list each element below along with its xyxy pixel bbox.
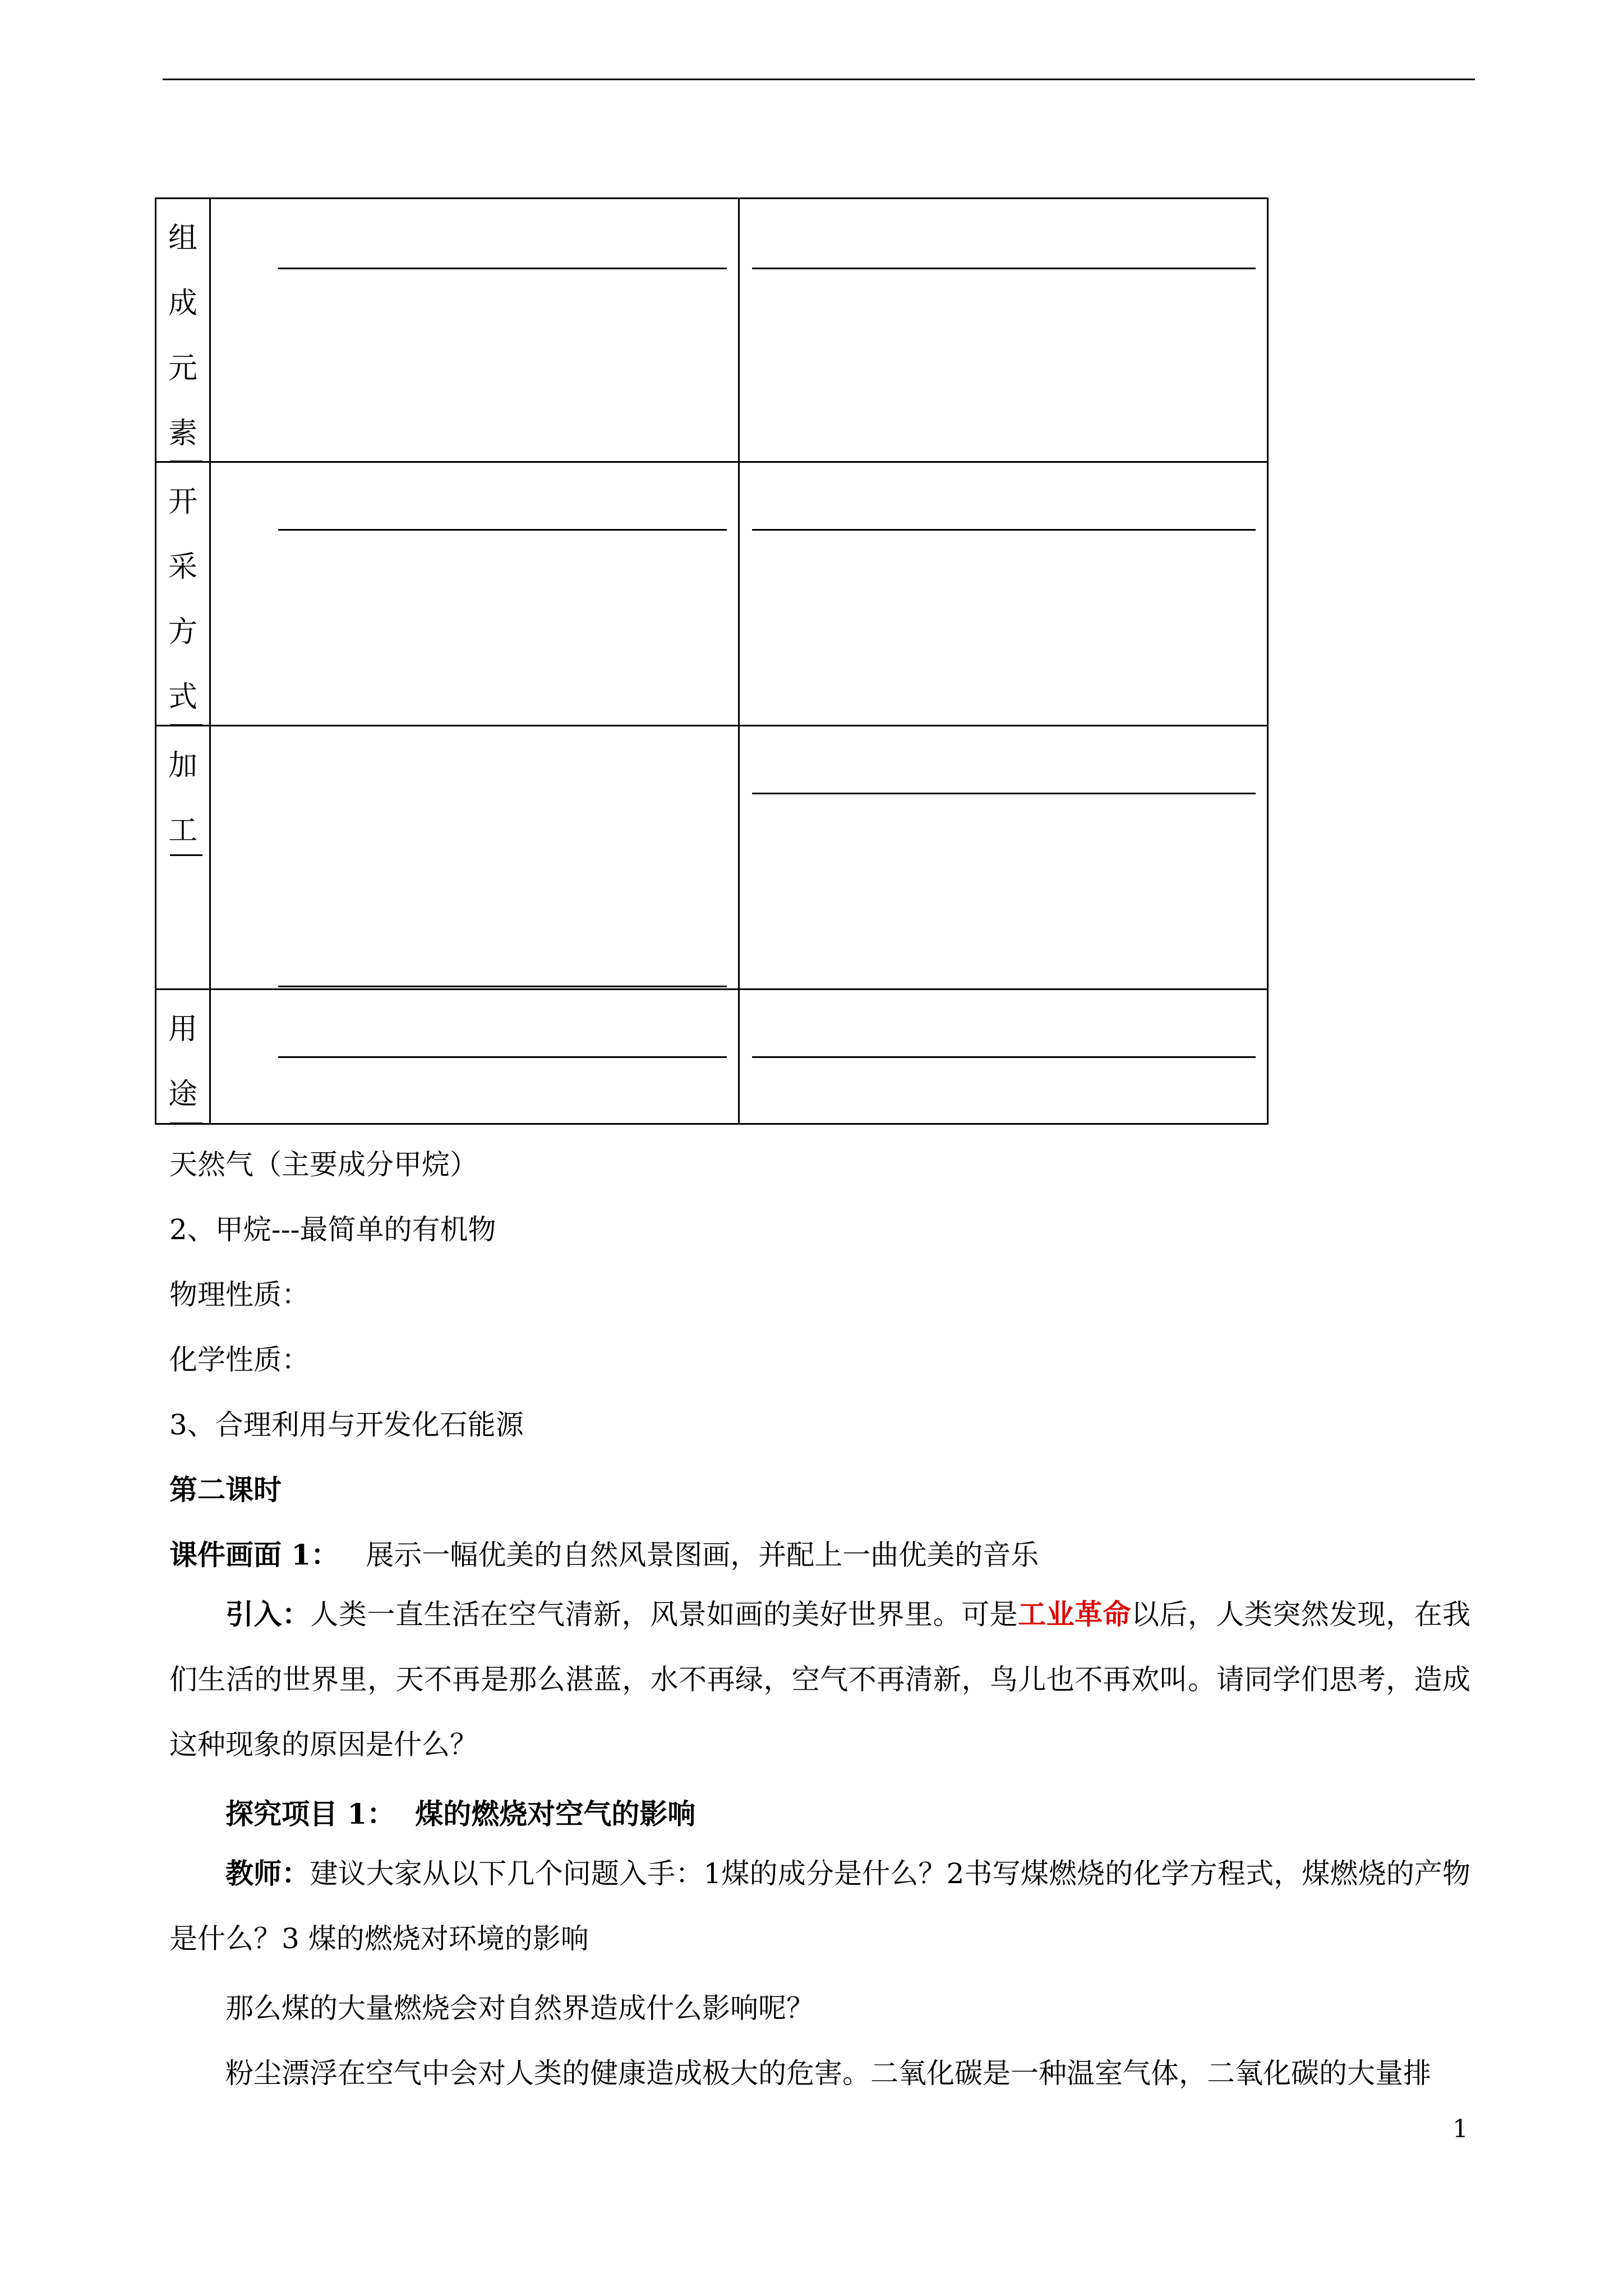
label-char: 用 bbox=[168, 1013, 197, 1046]
label-char: 开 bbox=[168, 485, 197, 519]
courseware-text: 展示一幅优美的自然风景图画，并配上一曲优美的音乐 bbox=[366, 1539, 1039, 1571]
answer-cell[interactable] bbox=[739, 199, 1268, 462]
table-row bbox=[156, 462, 1268, 726]
dust-paragraph: 粉尘漂浮在空气中会对人类的健康造成极大的危害。二氧化碳是一种温室气体，二氧化碳的大量排 bbox=[225, 2057, 1431, 2090]
label-char: 加 bbox=[168, 749, 197, 783]
courseware-line bbox=[169, 1533, 1039, 1573]
teacher-text: 建议大家从以下几个问题入手：1煤的成分是什么？2书写煤燃烧的化学方程式，煤燃烧的产物是什么？3 煤的燃烧对环境的影响 bbox=[169, 1857, 1470, 1955]
intro-label: 引入： bbox=[225, 1598, 311, 1631]
answer-cell[interactable] bbox=[739, 990, 1268, 1124]
page-number: 1 bbox=[1453, 2115, 1468, 2143]
intro-text-1: 人类一直生活在空气清新，风景如画的美好世界里。可是 bbox=[310, 1598, 1018, 1631]
answer-blank-line bbox=[752, 529, 1256, 531]
methane-heading: 2、甲烷---最简单的有机物 bbox=[169, 1213, 496, 1246]
answer-cell[interactable] bbox=[739, 462, 1268, 726]
answer-cell[interactable] bbox=[210, 199, 739, 462]
label-char: 式 bbox=[168, 680, 197, 714]
row-label-cell bbox=[156, 990, 210, 1124]
explore-title: 煤的燃烧对空气的影响 bbox=[415, 1797, 696, 1830]
answer-cell[interactable] bbox=[210, 726, 739, 990]
answer-blank-line bbox=[752, 268, 1256, 269]
label-underline bbox=[170, 1122, 202, 1124]
label-underline bbox=[170, 854, 202, 856]
table-row bbox=[156, 726, 1268, 990]
label-char: 采 bbox=[168, 550, 197, 584]
row-label-cell bbox=[156, 462, 210, 726]
intro-paragraph bbox=[169, 1582, 1470, 1777]
intro-text-2: 以后，人类突然发现，在我们生活的世界里，天不再是那么湛蓝，水不再绿，空气不再清新，鸟儿也不再欢叫。请同学们思考，造成这种现象的原因是什么？ bbox=[169, 1598, 1471, 1761]
answer-cell[interactable] bbox=[210, 462, 739, 726]
question-paragraph: 那么煤的大量燃烧会对自然界造成什么影响呢？ bbox=[225, 1992, 814, 2024]
answer-blank-line bbox=[278, 1056, 727, 1058]
fill-in-table bbox=[155, 197, 1269, 1125]
teacher-paragraph bbox=[169, 1841, 1470, 1971]
label-char: 工 bbox=[168, 814, 197, 848]
table-row bbox=[156, 199, 1268, 462]
label-char: 成 bbox=[168, 287, 197, 320]
answer-blank-line bbox=[752, 1056, 1256, 1058]
teacher-label: 教师： bbox=[225, 1857, 310, 1890]
label-char: 元 bbox=[168, 352, 197, 385]
label-char: 方 bbox=[168, 615, 197, 649]
header-rule bbox=[163, 79, 1475, 80]
explore-label: 探究项目 1： bbox=[225, 1797, 395, 1830]
chemical-properties-label: 化学性质： bbox=[169, 1343, 310, 1376]
natural-gas-line: 天然气（主要成分甲烷） bbox=[169, 1148, 478, 1181]
answer-blank-line bbox=[278, 268, 727, 269]
label-char: 素 bbox=[168, 417, 197, 450]
label-char: 组 bbox=[168, 222, 197, 255]
row-label-cell bbox=[156, 726, 210, 990]
answer-blank-line bbox=[752, 793, 1256, 794]
answer-cell[interactable] bbox=[739, 726, 1268, 990]
answer-blank-line bbox=[278, 529, 727, 531]
industrial-revolution-highlight: 工业革命 bbox=[1018, 1598, 1131, 1631]
physical-properties-label: 物理性质： bbox=[169, 1278, 310, 1311]
row-label-cell bbox=[156, 199, 210, 462]
label-char: 途 bbox=[168, 1078, 197, 1111]
explore-heading bbox=[225, 1792, 695, 1832]
answer-cell[interactable] bbox=[210, 990, 739, 1124]
answer-blank-line bbox=[278, 986, 727, 987]
courseware-label: 课件画面 1： bbox=[169, 1538, 339, 1571]
second-lesson-heading: 第二课时 bbox=[169, 1473, 282, 1506]
table-row bbox=[156, 990, 1268, 1124]
fossil-energy-heading: 3、合理利用与开发化石能源 bbox=[169, 1409, 524, 1441]
